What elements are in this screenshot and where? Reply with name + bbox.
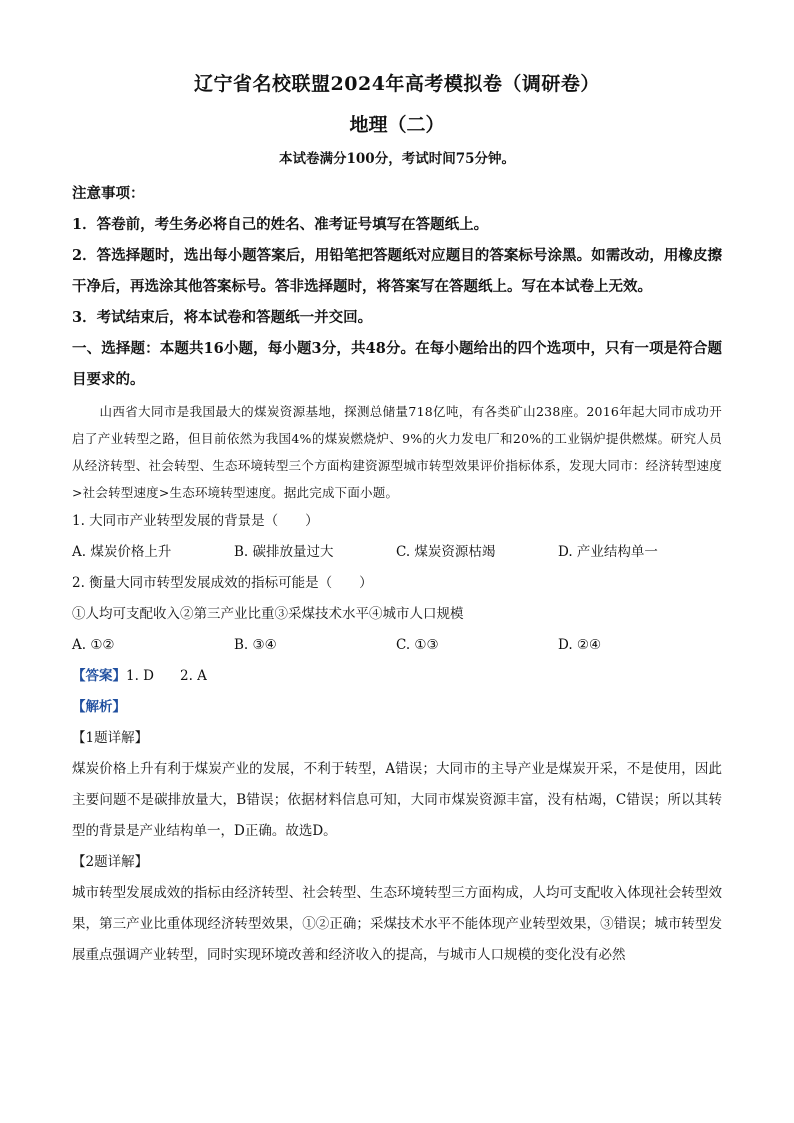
option-d: D. 产业结构单一 <box>558 544 658 560</box>
subject-title: 地理（二） <box>349 114 445 136</box>
reading-passage: 山西省大同市是我国最大的煤炭资源基地，探测总储量718亿吨，有各类矿山238座。2016年起大同市成功开启了产业转型之路，但目前依然为我国4%的煤炭燃烧炉、9%的火力发电厂和20%的工业锅炉提供燃煤。研究人员从经济转型、社会转型、生态环境转型三个方面构建资源型城市转型效果评价指标体系，发现大同市：经济转型速度>社会转型速度>生态环境转型速度。据此完成下面小题。 <box>72 404 722 500</box>
option-c: C. ①③ <box>396 637 439 653</box>
option-a: A. ①② <box>72 637 115 653</box>
option-b: B. 碳排放量过大 <box>234 544 334 560</box>
question-1-stem: 1. 大同市产业转型发展的背景是（ ） <box>72 513 319 529</box>
detail-1-text: 煤炭价格上升有利于煤炭产业的发展，不利于转型，A错误；大同市的主导产业是煤炭开采，不是使用，因此主要问题不是碳排放量大，B错误；依据材料信息可知，大同市煤炭资源丰富，没有枯竭，C错误；所以其转型的背景是产业结构单一，D正确。故选D。 <box>72 761 722 839</box>
question-1-options <box>72 537 722 568</box>
notice-item-2: 2．答选择题时，选出每小题答案后，用铅笔把答题纸对应题目的答案标号涂黑。如需改动，用橡皮擦干净后，再选涂其他答案标号。答非选择题时，将答案写在答题纸上。写在本试卷上无效。 <box>72 247 722 295</box>
answer-label: 【答案】 <box>72 668 126 684</box>
detail-2-text: 城市转型发展成效的指标由经济转型、社会转型、生态环境转型三方面构成，人均可支配收入体现社会转型效果，第三产业比重体现经济转型效果，①②正确；采煤技术水平不能体现产业转型效果，③错误；城市转型发展重点强调产业转型，同时实现环境改善和经济收入的提高，与城市人口规模的变化没有必然 <box>72 885 722 963</box>
question-2-stem: 2. 衡量大同市转型发展成效的指标可能是（ ） <box>72 575 373 591</box>
option-a: A. 煤炭价格上升 <box>72 544 172 560</box>
answer-1: 1. D <box>126 668 154 684</box>
notice-item-3: 3．考试结束后，将本试卷和答题纸一并交回。 <box>72 309 373 326</box>
option-b: B. ③④ <box>234 637 277 653</box>
analysis-label-line <box>72 692 722 723</box>
analysis-label: 【解析】 <box>72 699 126 715</box>
answer-2: 2. A <box>180 668 207 684</box>
question-2-options <box>72 630 722 661</box>
detail-1-label: 【1题详解】 <box>72 730 149 746</box>
option-c: C. 煤炭资源枯竭 <box>396 544 496 560</box>
page-title: 辽宁省名校联盟2024年高考模拟卷（调研卷） <box>194 73 600 95</box>
answer-line <box>72 661 722 692</box>
notice-heading: 注意事项： <box>72 185 145 202</box>
detail-2-label: 【2题详解】 <box>72 854 149 870</box>
notice-item-1: 1．答卷前，考生务必将自己的姓名、准考证号填写在答题纸上。 <box>72 216 489 233</box>
option-d: D. ②④ <box>558 637 602 653</box>
exam-info: 本试卷满分100分，考试时间75分钟。 <box>279 151 515 167</box>
section-heading: 一、选择题：本题共16小题，每小题3分，共48分。在每小题给出的四个选项中，只有一项是符合题目要求的。 <box>72 340 722 388</box>
question-2-choices: ①人均可支配收入②第三产业比重③采煤技术水平④城市人口规模 <box>72 606 464 622</box>
